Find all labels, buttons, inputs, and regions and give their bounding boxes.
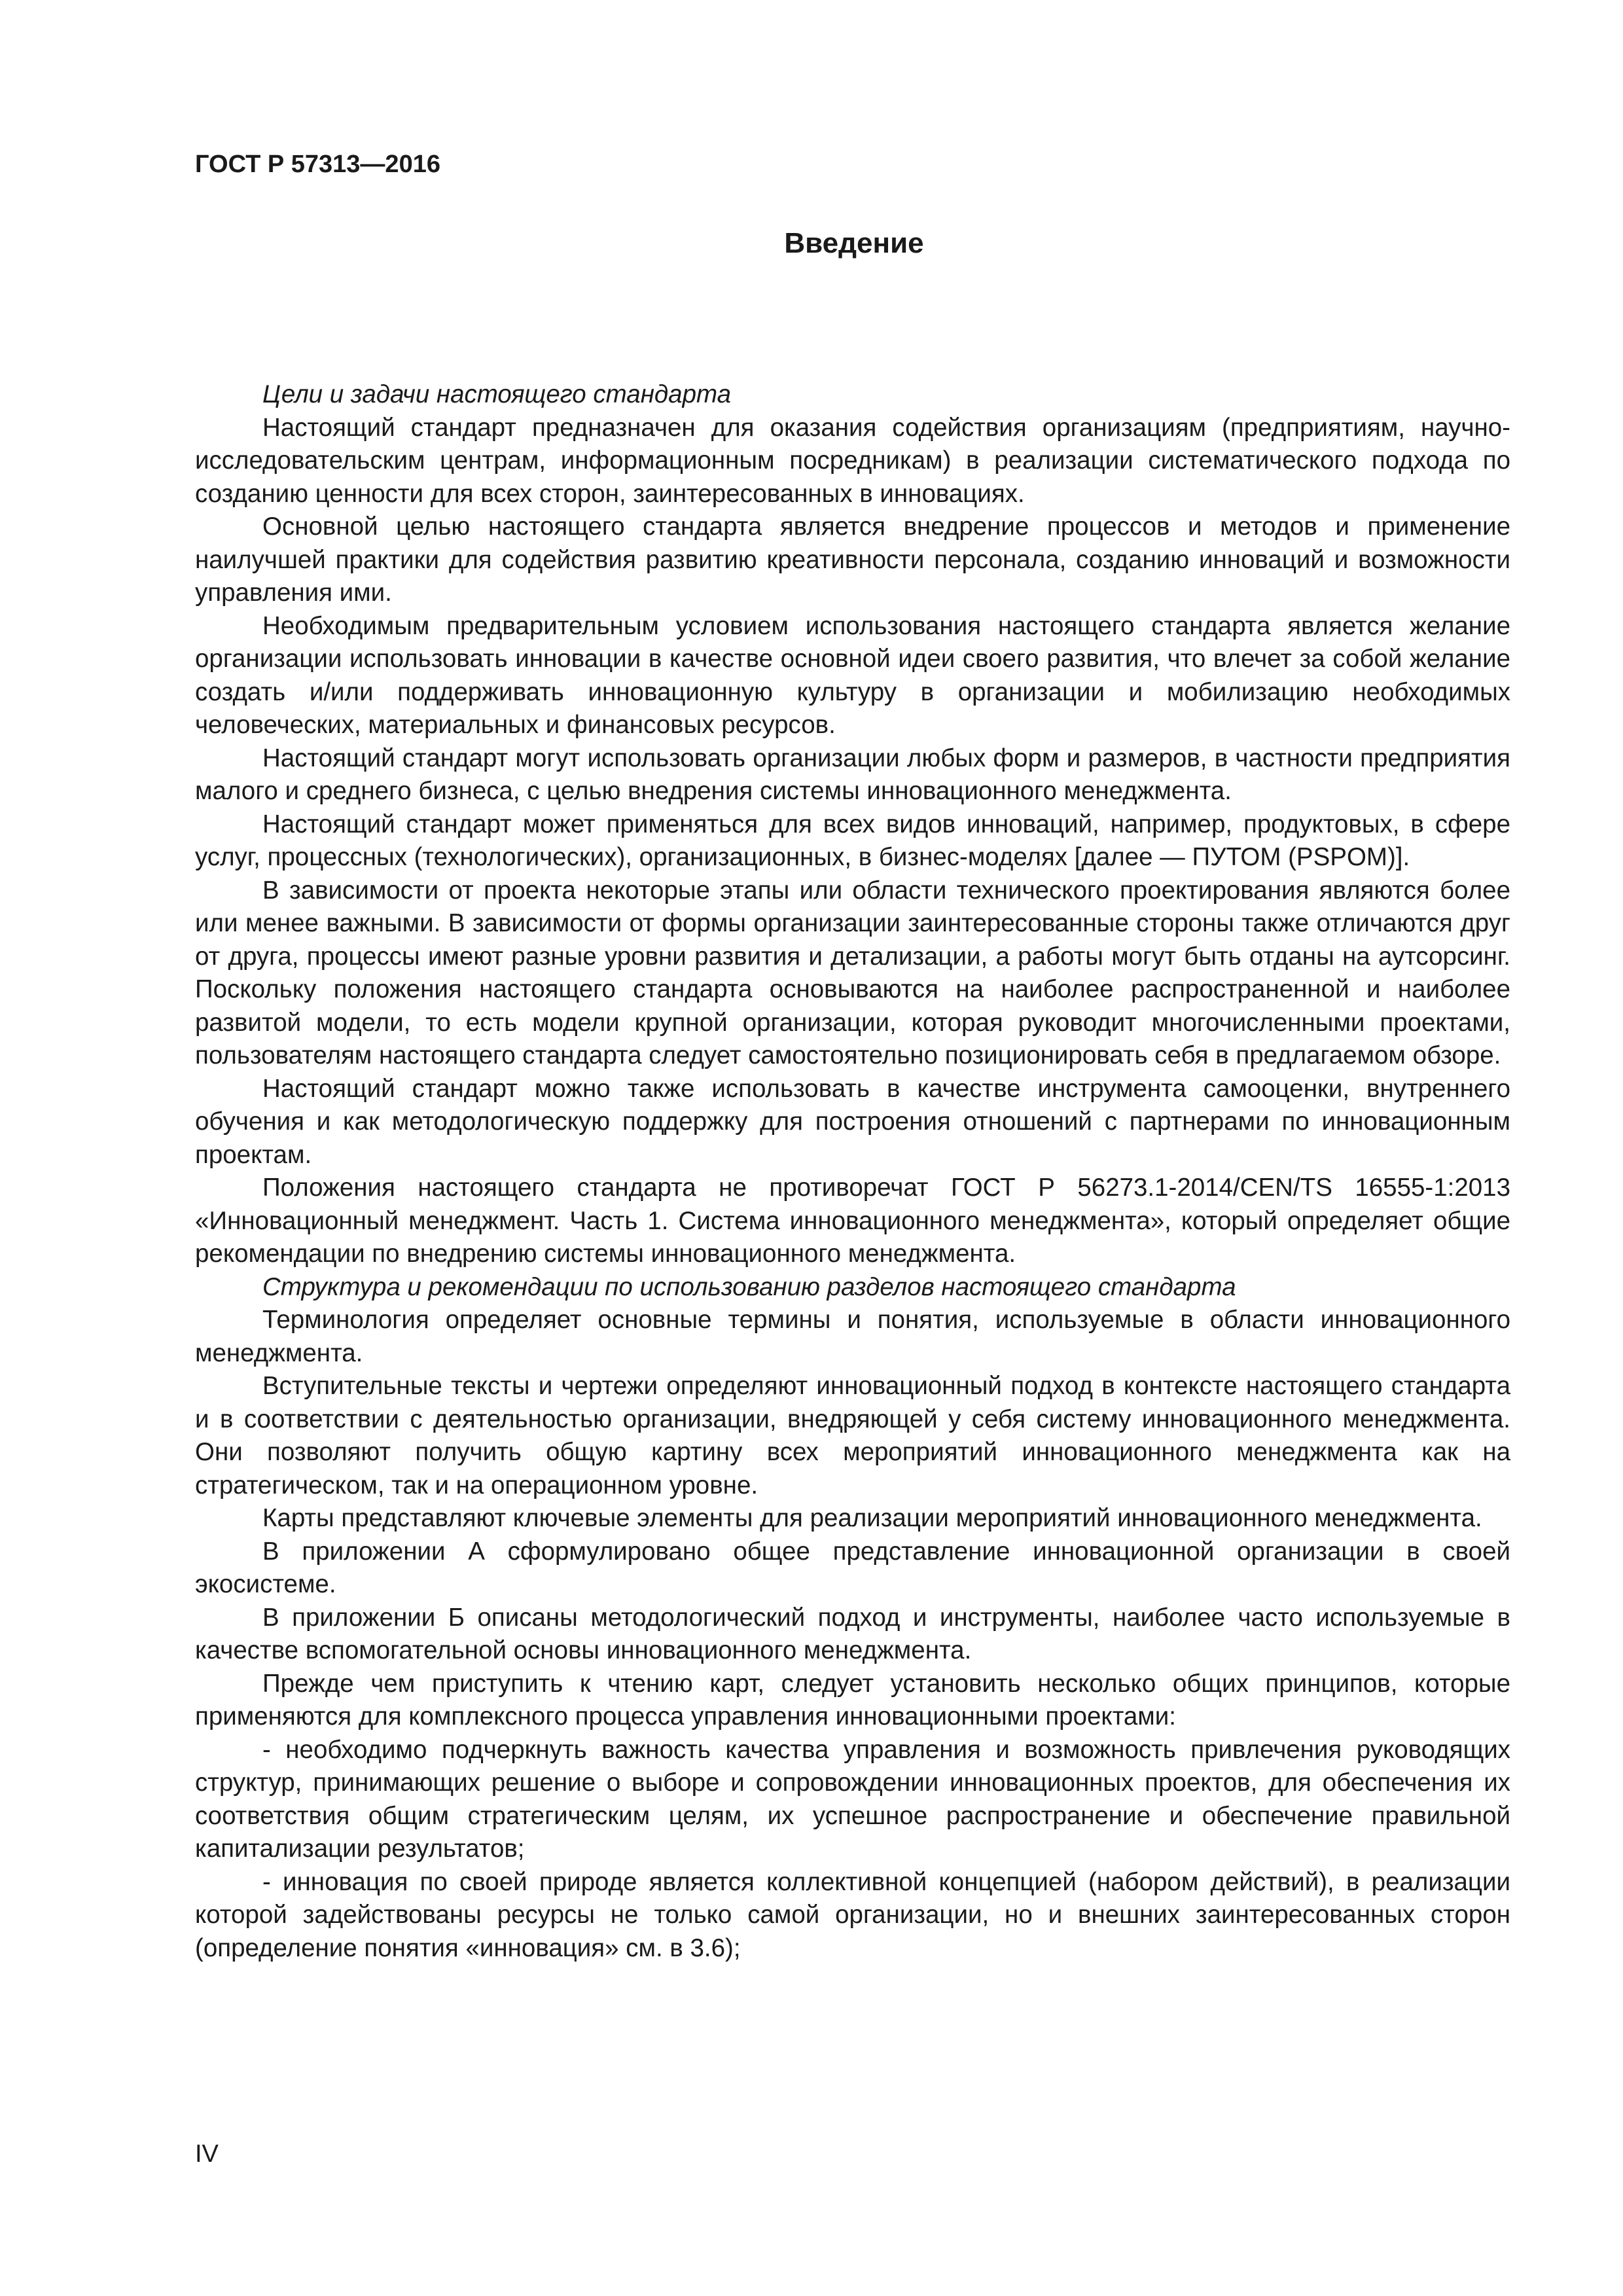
- section-title: Введение: [784, 227, 924, 259]
- subheading-structure: Структура и рекомендации по использованию разделов настоящего стандарта: [262, 1272, 1236, 1301]
- page-number: IV: [195, 2140, 219, 2168]
- paragraph: В зависимости от проекта некоторые этапы или области технического проектирования являются более или менее важными. В зависимости от формы организации заинтересованные стороны также отличаются друг от друга, процессы имеют разные уровни развития и детализации, а работы могут быть отданы на аутсорсинг. Поскольку положения настоящего стандарта основываются на наиболее распространенной и наиболее развитой модели, то есть модели крупной организации, которая руководит многочисленными проектами, пользователям настоящего стандарта следует самостоятельно позиционировать себя в предлагаемом обзоре.: [195, 876, 1510, 1069]
- paragraph: Терминология определяет основные термины и понятия, используемые в области инновационного менеджмента.: [195, 1306, 1510, 1367]
- paragraph: Настоящий стандарт предназначен для оказания содействия организациям (предприятиям, научно-исследовательским центрам, информационным посредникам) в реализации систематического подхода по созданию ценности для всех сторон, заинтересованных в инновациях.: [195, 413, 1510, 508]
- list-item: - необходимо подчеркнуть важность качества управления и возможность привлечения руководящих структур, принимающих решение о выборе и сопровождении инновационных проектов, для обеспечения их соответствия общим стратегическим целям, их успешное распространение и обеспечение правильной капитализации результатов;: [195, 1735, 1510, 1863]
- paragraph: В приложении А сформулировано общее представление инновационной организации в своей экосистеме.: [195, 1537, 1510, 1598]
- paragraph: Прежде чем приступить к чтению карт, следует установить несколько общих принципов, которые применяются для комплексного процесса управления инновационными проектами:: [195, 1669, 1510, 1731]
- paragraph: Настоящий стандарт может применяться для всех видов инноваций, например, продуктовых, в сфере услуг, процессных (технологических), организационных, в бизнес-моделях [далее — ПУТОМ (PSPOM)].: [195, 810, 1510, 871]
- paragraph: Настоящий стандарт можно также использовать в качестве инструмента самооценки, внутреннего обучения и как методологическую поддержку для построения отношений с партнерами по инновационным проектам.: [195, 1074, 1510, 1169]
- paragraph: Карты представляют ключевые элементы для реализации мероприятий инновационного менеджмента.: [262, 1504, 1482, 1532]
- paragraph: Вступительные тексты и чертежи определяют инновационный подход в контексте настоящего стандарта и в соответствии с деятельностью организации, внедряющей у себя систему инновационного менеджмента. Они позволяют получить общую картину всех мероприятий инновационного менеджмента как на стратегическом, так и на операционном уровне.: [195, 1372, 1510, 1499]
- paragraph: Основной целью настоящего стандарта является внедрение процессов и методов и применение наилучшей практики для содействия развитию креативности персонала, созданию инноваций и возможности управления ими.: [195, 512, 1510, 607]
- paragraph: В приложении Б описаны методологический подход и инструменты, наиболее часто используемые в качестве вспомогательной основы инновационного менеджмента.: [195, 1603, 1510, 1664]
- list-item: - инновация по своей природе является коллективной концепцией (набором действий), в реализации которой задействованы ресурсы не только самой организации, но и внешних заинтересованных сторон (определение понятия «инновация» см. в 3.6);: [195, 1867, 1510, 1962]
- subheading-goals: Цели и задачи настоящего стандарта: [262, 380, 732, 408]
- document-code: ГОСТ Р 57313—2016: [195, 151, 440, 178]
- paragraph: Настоящий стандарт могут использовать организации любых форм и размеров, в частности предприятия малого и среднего бизнеса, с целью внедрения системы инновационного менеджмента.: [195, 744, 1510, 805]
- body-text: [195, 378, 1510, 1965]
- paragraph: Положения настоящего стандарта не противоречат ГОСТ Р 56273.1-2014/CEN/TS 16555-1:2013 «Инновационный менеджмент. Часть 1. Система инновационного менеджмента», который определяет общие рекомендации по внедрению системы инновационного менеджмента.: [195, 1174, 1510, 1268]
- paragraph: Необходимым предварительным условием использования настоящего стандарта является желание организации использовать инновации в качестве основной идеи своего развития, что влечет за собой желание создать и/или поддерживать инновационную культуру в организации и мобилизацию необходимых человеческих, материальных и финансовых ресурсов.: [195, 611, 1510, 739]
